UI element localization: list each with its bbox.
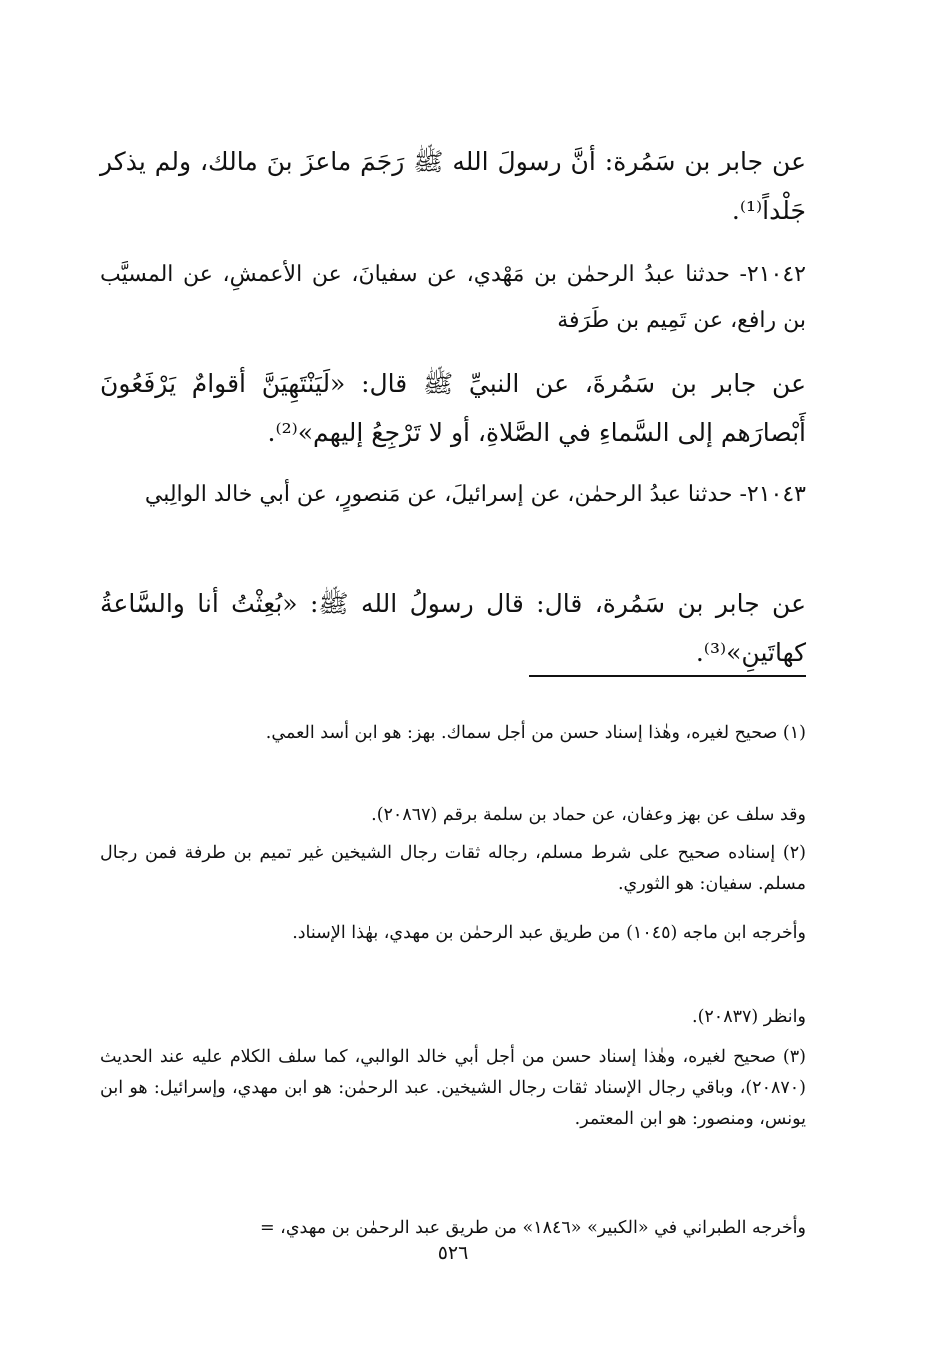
hadith-text-3: عن جابر بن سَمُرة، قال: قال رسولُ الله ﷺ: «بُعِثْتُ أنا والسَّاعةُ كهاتَينِ»⁽³⁾. [100,589,806,667]
isnad-21043: ٢١٠٤٣- حدثنا عبدُ الرحمٰن، عن إسرائيلَ، عن مَنصورٍ، عن أبي خالد الوالِبي [144,482,806,507]
footnote-3-continuation: وأخرجه الطبراني في «الكبير» «١٨٤٦» من طريق عبد الرحمٰن بن مهدي، = [259,1217,806,1238]
footnote-1: (١) صحيح لغيره، وهٰذا إسناد حسن من أجل سماك. بهز: هو ابن أسد العمي. [265,722,806,743]
hadith-text-2: عن جابر بن سَمُرةَ، عن النبيِّ ﷺ قال: «لَيَنْتَهِيَنَّ أقوامٌ يَرْفَعُونَ أَبْصارَهم إلى السَّماءِ في الصَّلاةِ، أو لا تَرْجِعُ إليهم»⁽²⁾. [100,369,806,447]
footnote-2-see-also: وانظر (٢٠٨٣٧). [692,1006,806,1027]
footnote-separator [529,675,806,677]
footnote-2: (٢) إسناده صحيح على شرط مسلم، رجاله ثقات رجال الشيخين غير تميم بن طرفة فمن رجال مسلم. سفيان: هو الثوري. [100,842,806,894]
hadith-text-1: عن جابر بن سَمُرة: أنَّ رسولَ الله ﷺ رَجَمَ ماعزَ بنَ مالك، ولم يذكر جَلْداً⁽¹⁾. [100,147,806,225]
footnote-3: (٣) صحيح لغيره، وهٰذا إسناد حسن من أجل أبي خالد الوالبي، كما سلف الكلام عليه عند الحديث (٢٠٨٧٠)، وباقي رجال الإسناد ثقات رجال الشيخين. عبد الرحمٰن: هو ابن مهدي، وإسرائيل: هو ابن يونس، ومنصور: هو ابن المعتمر. [100,1046,806,1129]
page-number: ٥٢٦ [437,1242,469,1264]
isnad-21042: ٢١٠٤٢- حدثنا عبدُ الرحمٰن بن مَهْدي، عن سفيانَ، عن الأعمشِ، عن المسيَّب بن رافع، عن تَمِيم بن طَرَفة [100,262,806,333]
footnote-1-continuation: وقد سلف عن بهز وعفان، عن حماد بن سلمة برقم (٢٠٨٦٧). [371,804,806,825]
book-page [100,0,806,1355]
footnote-2-continuation: وأخرجه ابن ماجه (١٠٤٥) من طريق عبد الرحمٰن بن مهدي، بهٰذا الإسناد. [292,922,806,943]
